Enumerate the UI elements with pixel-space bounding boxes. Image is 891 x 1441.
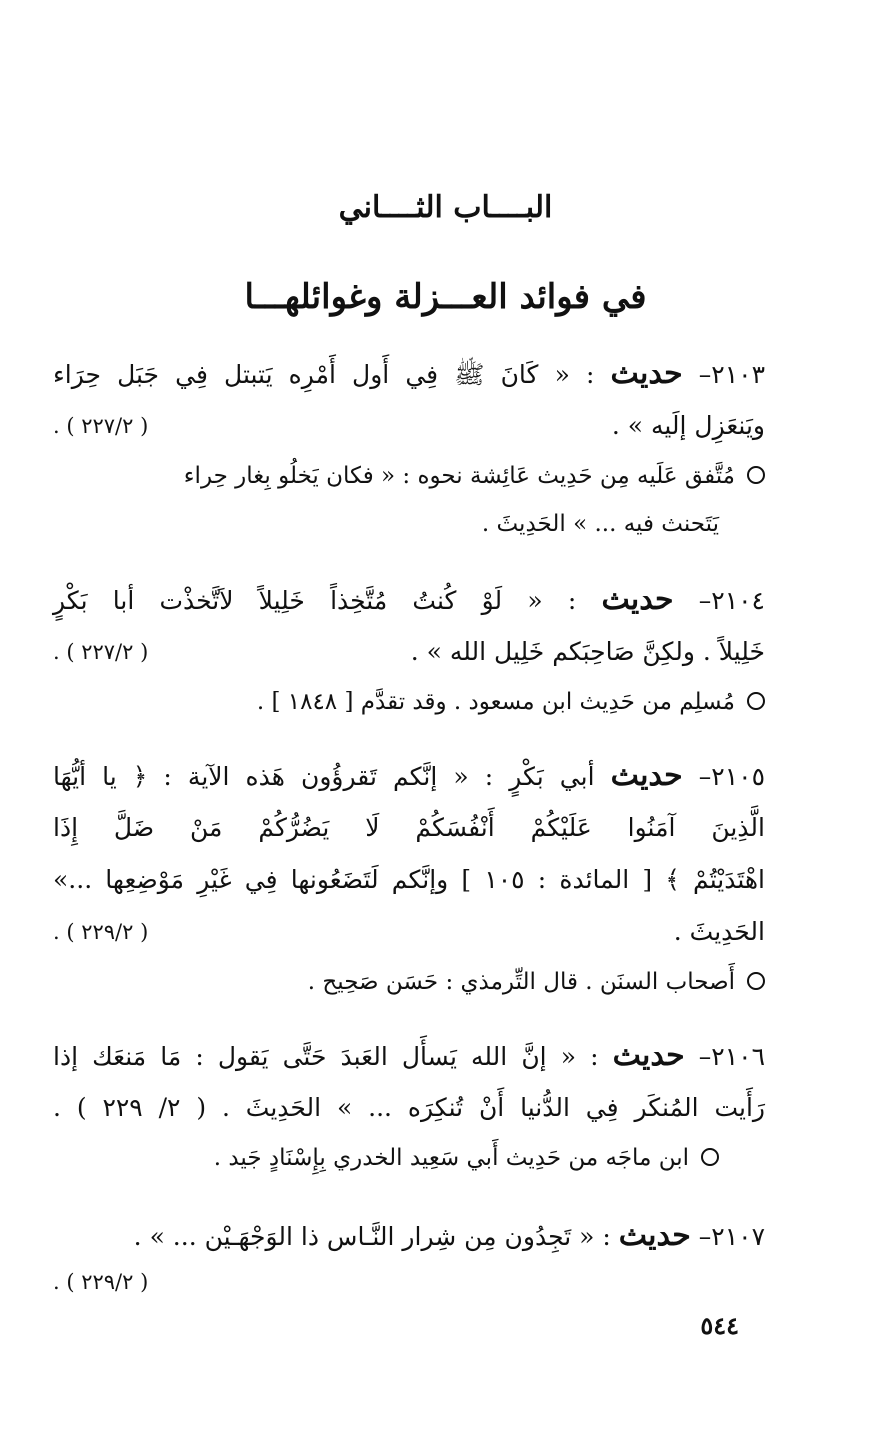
hadith-entry-2105 <box>53 750 765 1006</box>
circle-bullet-icon <box>747 466 765 484</box>
hadith-text-line: رَأَيت المُنكَر فِي الدُّنيا أَنْ تُنكِرَه ... » الحَدِيثَ . ( ٢/ ٢٢٩ ) . <box>53 1093 766 1122</box>
hadith-text-line: ٢١٠٥– حديث أبي بَكْرٍ : « إنَّكم تَقرؤُون هَذه الآية : ﴿ يا أيُّهَا <box>53 758 765 793</box>
circle-bullet-icon <box>701 1148 719 1166</box>
circle-bullet-icon <box>747 692 765 710</box>
hadith-text-line: الَّذِينَ آمَنُوا عَلَيْكُمْ أَنْفُسَكُمْ لَا يَضُرُّكُمْ مَنْ ضَلَّ إِذَا <box>53 813 765 842</box>
hadith-text-line-end: خَلِيلاً . ولكِنَّ صَاحِبَكم خَلِيل الله » . <box>410 637 765 666</box>
hadith-entry-2103 <box>53 348 765 548</box>
takhrij-text: ابن ماجَه من حَدِيث أَبي سَعِيد الخدري بِإِسْنَادٍ جَيد . <box>213 1145 689 1171</box>
circle-bullet-icon <box>747 972 765 990</box>
takhrij-note <box>53 958 765 1006</box>
source-reference: ( ٢٢٧/٢ ) . <box>53 414 149 438</box>
page-number: ٥٤٤ <box>700 1311 739 1340</box>
hadith-keyword: حديث <box>610 356 683 391</box>
source-reference: ( ٢٢٩/٢ ) . <box>53 920 149 944</box>
takhrij-note <box>53 452 765 500</box>
hadith-keyword: حديث <box>601 582 674 617</box>
hadith-entry-2104 <box>53 574 765 726</box>
hadith-text-line: ٢١٠٦– حديث : « إنَّ الله يَسأَل العَبدَ حَتَّى يَقول : مَا مَنعَك إذا <box>53 1038 766 1073</box>
takhrij-note-continued: يَتَحنث فيه ... » الحَدِيثَ . <box>481 511 719 537</box>
hadith-text-line: ٢١٠٧– حديث : « تَجِدُون مِن شِرار النَّـاس ذا الوَجْهَـيْن ... » . <box>133 1218 765 1253</box>
takhrij-text: أَصحاب السنَن . قال التِّرمذي : حَسَن صَحِيح . <box>307 969 735 995</box>
hadith-text-line: اهْتَدَيْتُمْ ﴾ [ المائدة : ١٠٥ ] وإنَّكم لَتَضَعُونها فِي غَيْرِ مَوْضِعِها ...» <box>53 865 765 894</box>
takhrij-note <box>53 678 765 726</box>
hadith-text-line <box>53 906 765 958</box>
hadith-keyword: حديث <box>610 758 683 793</box>
source-reference: ( ٢٢٧/٢ ) . <box>53 640 149 664</box>
chapter-heading: البــــاب الثــــاني <box>338 190 553 225</box>
hadith-keyword: حديث <box>618 1218 691 1253</box>
section-title: في فوائد العـــزلة وغوائلهـــا <box>244 277 647 317</box>
hadith-text-line <box>53 626 765 678</box>
hadith-text-line-end: الحَدِيثَ . <box>673 917 765 946</box>
source-reference: ( ٢٢٩/٢ ) . <box>53 1270 149 1294</box>
hadith-text-line: ٢١٠٤– حديث : « لَوْ كُنتُ مُتَّخِذاً خَلِيلاً لاَتَّخذْت أبا بَكْرٍ <box>53 582 765 617</box>
takhrij-note <box>53 1134 765 1182</box>
hadith-entry-2107 <box>53 1210 765 1302</box>
hadith-keyword: حديث <box>612 1038 685 1073</box>
hadith-text-line: ٢١٠٣– حديث : « كَانَ ﷺ فِي أَول أَمْرِه يَتبتل فِي جَبَل حِرَاء <box>53 356 765 391</box>
takhrij-text: مُسلِم من حَدِيث ابن مسعود . وقد تقدَّم [ ١٨٤٨ ] . <box>256 689 735 715</box>
hadith-text-line <box>53 400 765 452</box>
reference-line <box>53 1262 765 1302</box>
takhrij-text: مُتَّفق عَلَيه مِن حَدِيث عَائِشة نحوه : « فكان يَخلُو بِغار حِراء <box>183 463 735 489</box>
hadith-entry-2106 <box>53 1030 765 1182</box>
hadith-text-line-end: ويَنعَزِل إلَيه » . <box>611 411 765 440</box>
